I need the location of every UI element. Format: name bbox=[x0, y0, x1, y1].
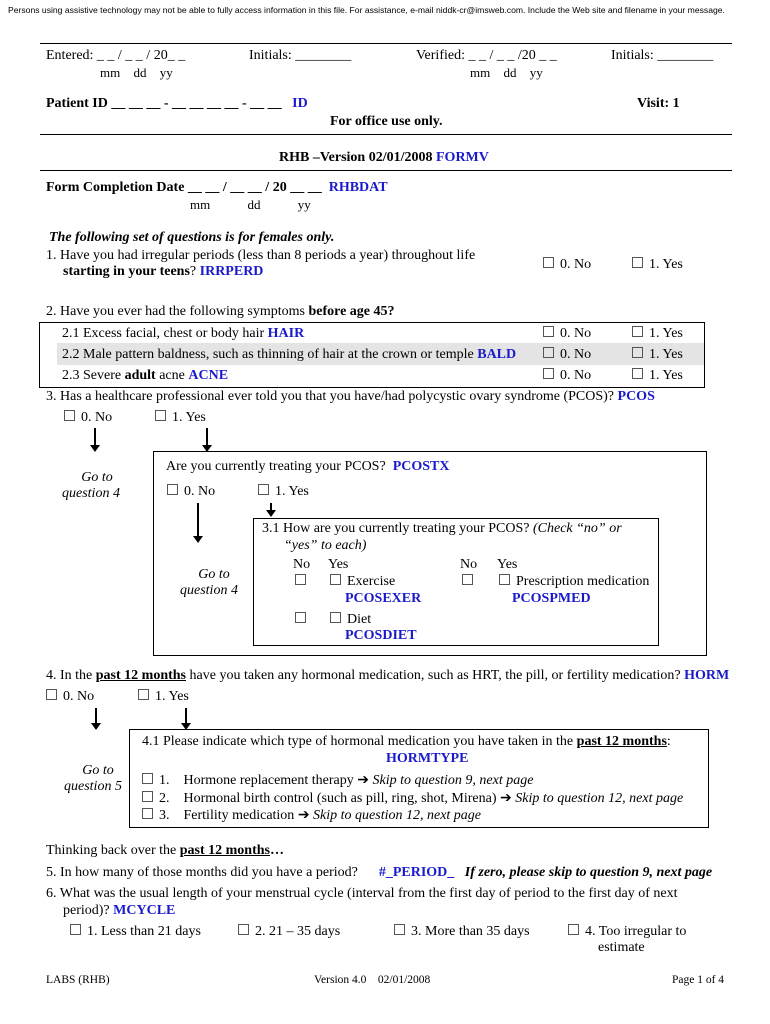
arrow-down-icon bbox=[95, 708, 97, 724]
q31-col-yes-2: Yes bbox=[497, 557, 518, 572]
q41-option-1[interactable]: 1. Hormone replacement therapy ➔ Skip to question 9, next page bbox=[142, 772, 533, 789]
checkbox-icon bbox=[70, 924, 81, 935]
verified-sub: mm dd yy bbox=[470, 65, 543, 80]
arrow-right-icon: ➔ bbox=[357, 773, 369, 788]
office-use-label: For office use only. bbox=[330, 114, 443, 129]
checkbox-icon bbox=[46, 689, 57, 700]
accessibility-notice: Persons using assistive technology may not be able to fully access information in this file. For assistance, e-mail niddk-cr@imsweb.com. Include the Web site and filename in your message. bbox=[8, 5, 725, 15]
checkbox-icon bbox=[543, 368, 554, 379]
checkbox-icon bbox=[142, 808, 153, 819]
checkbox-icon bbox=[462, 574, 473, 585]
thinking-back-text: Thinking back over the past 12 months… bbox=[46, 843, 284, 858]
q41-option-2[interactable]: 2. Hormonal birth control (such as pill, ring, shot, Mirena) ➔ Skip to question 12, next page bbox=[142, 790, 683, 807]
footer-center: Version 4.0 02/01/2008 bbox=[314, 974, 431, 986]
q1-yes[interactable]: 1. Yes bbox=[632, 257, 683, 273]
q31-text-2: “yes” to each) bbox=[284, 538, 367, 553]
q2-bald-yes[interactable]: 1. Yes bbox=[632, 347, 683, 363]
checkbox-icon bbox=[330, 574, 341, 585]
initials-field-1[interactable]: Initials: ________ bbox=[249, 48, 352, 63]
checkbox-icon bbox=[632, 368, 643, 379]
checkbox-icon bbox=[142, 773, 153, 784]
q3-no[interactable]: 0. No bbox=[64, 410, 112, 426]
q1-text: 1. Have you had irregular periods (less than 8 periods a year) throughout life bbox=[46, 248, 476, 263]
q5-text: 5. In how many of those months did you have a period? #_PERIOD_ If zero, please skip to question 9, next page bbox=[46, 865, 713, 880]
checkbox-icon bbox=[568, 924, 579, 935]
completion-date-sub: mm dd yy bbox=[190, 197, 311, 212]
arrow-down-icon bbox=[270, 503, 272, 511]
diet-code: PCOSDIET bbox=[345, 628, 417, 643]
q4-yes[interactable]: 1. Yes bbox=[138, 689, 189, 705]
title-rule bbox=[40, 170, 732, 171]
q4-no[interactable]: 0. No bbox=[46, 689, 94, 705]
patient-id-field[interactable]: Patient ID __ __ __ - __ __ __ __ - __ __ ID bbox=[46, 96, 308, 111]
q3-text: 3. Has a healthcare professional ever told you that you have/had polycystic ovary syndrome (PCOS)? PCOS bbox=[46, 389, 655, 404]
q6-option-1[interactable]: 1. Less than 21 days bbox=[70, 924, 201, 940]
q31-col-no-2: No bbox=[460, 557, 478, 572]
arrow-down-icon bbox=[94, 428, 96, 446]
checkbox-icon bbox=[632, 326, 643, 337]
q6-text: 6. What was the usual length of your menstrual cycle (interval from the first day of period to the first day of next bbox=[46, 886, 678, 901]
checkbox-icon bbox=[543, 347, 554, 358]
q41-text: 4.1 Please indicate which type of hormonal medication you have taken in the past 12 months: bbox=[142, 734, 671, 749]
initials-field-2[interactable]: Initials: ________ bbox=[611, 48, 714, 63]
visit-label: Visit: 1 bbox=[637, 96, 680, 111]
q2-item-acne: 2.3 Severe adult acne ACNE bbox=[62, 368, 229, 383]
arrow-right-icon: ➔ bbox=[297, 808, 310, 823]
checkbox-icon bbox=[238, 924, 249, 935]
footer-left: LABS (RHB) bbox=[46, 974, 110, 986]
diet-no-checkbox[interactable] bbox=[295, 612, 312, 628]
exercise-no-checkbox[interactable] bbox=[295, 574, 312, 590]
rx-code: PCOSPMED bbox=[512, 591, 591, 606]
checkbox-icon bbox=[295, 574, 306, 585]
entered-field[interactable]: Entered: _ _ / _ _ / 20_ _ bbox=[46, 48, 186, 63]
checkbox-icon bbox=[155, 410, 166, 421]
q2-hair-no[interactable]: 0. No bbox=[543, 326, 591, 342]
q2-item-bald: 2.2 Male pattern baldness, such as thinning of hair at the crown or temple BALD bbox=[62, 347, 517, 362]
arrow-down-icon bbox=[185, 708, 187, 724]
q2-acne-yes[interactable]: 1. Yes bbox=[632, 368, 683, 384]
q41-option-3[interactable]: 3. Fertility medication ➔ Skip to question 12, next page bbox=[142, 807, 481, 824]
q1-text-2: starting in your teens? IRRPERD bbox=[63, 264, 264, 279]
q3-sub-goto: Go to question 4 bbox=[180, 567, 238, 598]
checkbox-icon bbox=[258, 484, 269, 495]
checkbox-icon bbox=[330, 612, 341, 623]
q31-text: 3.1 How are you currently treating your PCOS? (Check “no” or bbox=[262, 521, 622, 536]
q2-text: 2. Have you ever had the following symptoms before age 45? bbox=[46, 304, 395, 319]
completion-date-field[interactable]: Form Completion Date __ __ / __ __ / 20 __ __ RHBDAT bbox=[46, 180, 388, 195]
q31-col-yes: Yes bbox=[328, 557, 349, 572]
checkbox-icon bbox=[142, 791, 153, 802]
checkbox-icon bbox=[499, 574, 510, 585]
q2-bald-no[interactable]: 0. No bbox=[543, 347, 591, 363]
q4-text: 4. In the past 12 months have you taken any hormonal medication, such as HRT, the pill, or fertility medication? HORM bbox=[46, 668, 730, 683]
q2-item-hair: 2.1 Excess facial, chest or body hair HAIR bbox=[62, 326, 305, 341]
checkbox-icon bbox=[138, 689, 149, 700]
q3-sub-no[interactable]: 0. No bbox=[167, 484, 215, 500]
q6-option-3[interactable]: 3. More than 35 days bbox=[394, 924, 530, 940]
q6-text-2: period)? MCYCLE bbox=[63, 903, 176, 918]
checkbox-icon bbox=[167, 484, 178, 495]
verified-field[interactable]: Verified: _ _ / _ _ /20 _ _ bbox=[416, 48, 557, 63]
form-title: RHB –Version 02/01/2008 FORMV bbox=[279, 150, 489, 165]
exercise-yes-option[interactable]: Exercise bbox=[330, 574, 395, 590]
diet-yes-option[interactable]: Diet bbox=[330, 612, 371, 628]
rx-yes-option[interactable]: Prescription medication bbox=[499, 574, 649, 590]
checkbox-icon bbox=[543, 257, 554, 268]
checkbox-icon bbox=[394, 924, 405, 935]
arrow-down-icon bbox=[197, 503, 199, 537]
q6-option-4-cont: estimate bbox=[598, 940, 645, 955]
q4-goto: Go to question 5 bbox=[64, 763, 122, 794]
q1-no[interactable]: 0. No bbox=[543, 257, 591, 273]
header-top-rule bbox=[40, 43, 732, 44]
q41-code: HORMTYPE bbox=[386, 751, 469, 766]
q3-sub-yes[interactable]: 1. Yes bbox=[258, 484, 309, 500]
q31-col-no: No bbox=[293, 557, 311, 572]
entered-sub: mm dd yy bbox=[100, 65, 173, 80]
checkbox-icon bbox=[295, 612, 306, 623]
checkbox-icon bbox=[543, 326, 554, 337]
intro-text: The following set of questions is for females only. bbox=[49, 230, 335, 245]
header-bottom-rule bbox=[40, 134, 732, 135]
checkbox-icon bbox=[632, 257, 643, 268]
arrow-right-icon: ➔ bbox=[500, 791, 512, 806]
footer-right: Page 1 of 4 bbox=[672, 974, 725, 986]
q2-hair-yes[interactable]: 1. Yes bbox=[632, 326, 683, 342]
exercise-code: PCOSEXER bbox=[345, 591, 422, 606]
q3-goto: Go to question 4 bbox=[62, 470, 120, 501]
rx-no-checkbox[interactable] bbox=[462, 574, 479, 590]
q2-acne-no[interactable]: 0. No bbox=[543, 368, 591, 384]
checkbox-icon bbox=[64, 410, 75, 421]
q3-yes[interactable]: 1. Yes bbox=[155, 410, 206, 426]
q6-option-4[interactable]: 4. Too irregular to bbox=[568, 924, 686, 940]
q3-sub-question: Are you currently treating your PCOS? PCOSTX bbox=[166, 459, 450, 474]
q6-option-2[interactable]: 2. 21 – 35 days bbox=[238, 924, 340, 940]
checkbox-icon bbox=[632, 347, 643, 358]
arrow-down-icon bbox=[206, 428, 208, 446]
